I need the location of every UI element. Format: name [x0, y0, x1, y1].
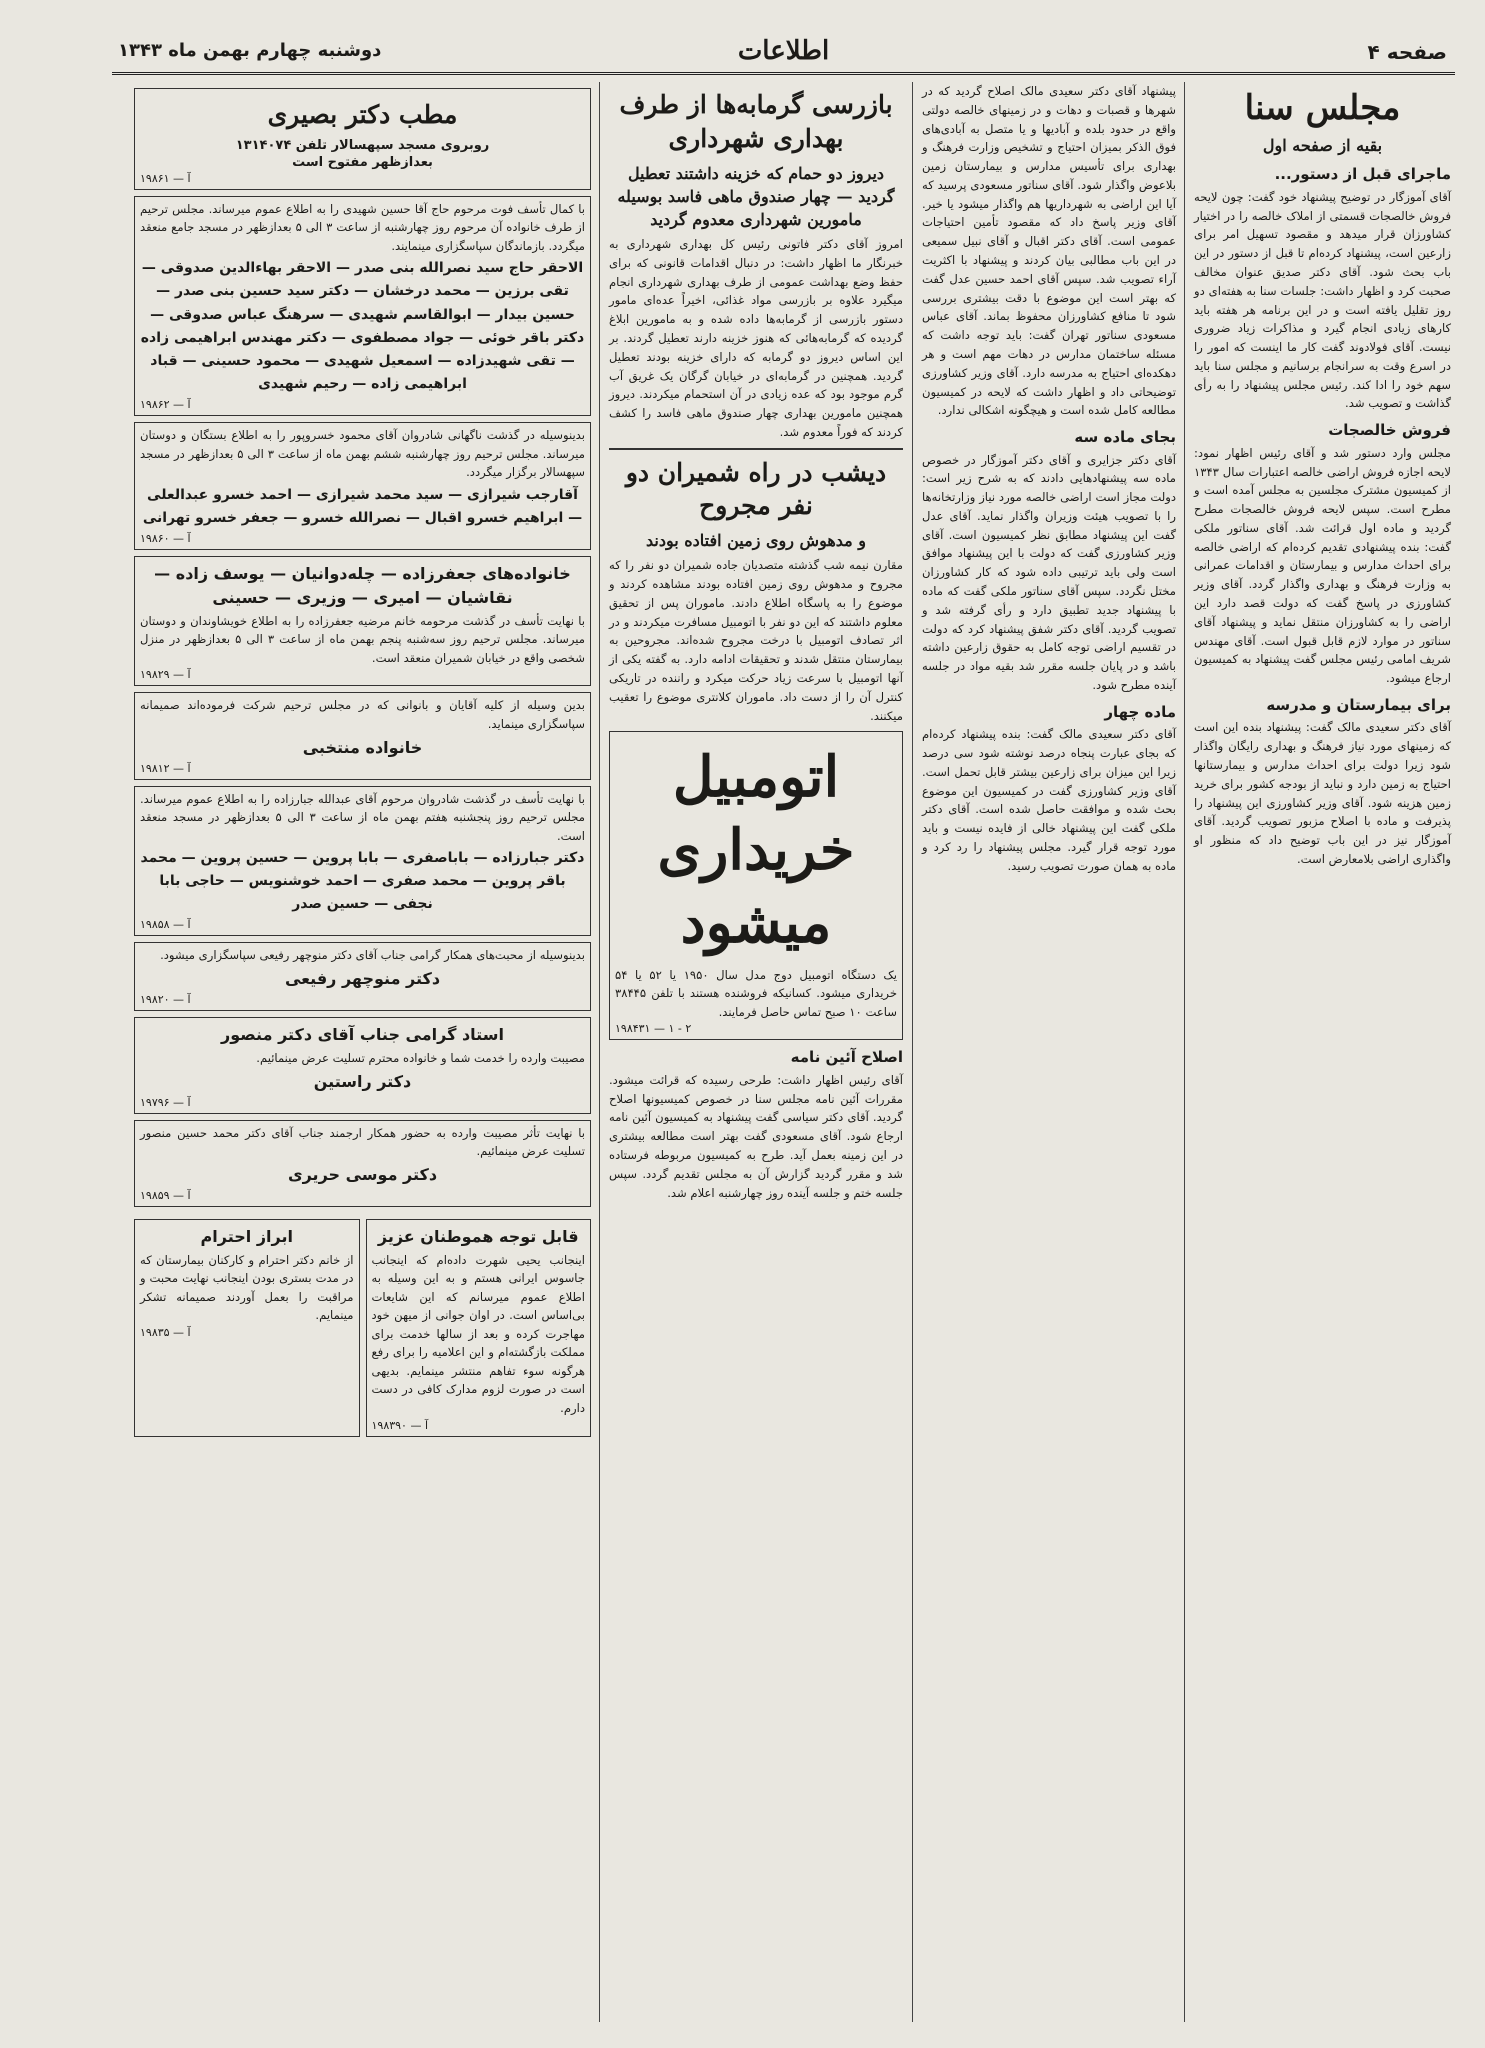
section-heading: اصلاح آئین نامه	[790, 1048, 903, 1067]
article-text: آقای آموزگار در توضیح پیشنهاد خود گفت: چون لایحه فروش خالصجات قسمتی از املاک خالصه را در اختیار کشاورزان قرار میدهد و مقصود تسهیل امر برای زارعین است، پیشنهاد کرده‌ام تا قبل از دستور در این باب بحث شود. آقای دکتر صدیق عنوان مخالف صحبت کرد و اظهار داشت: جلسات سنا به هفته‌ای دو روز تقلیل یافته است و در این برنامه هر هفته باید کارهای زیادی انجام گیرد و مذاکرات زیاد ضروری نیست. آقای فولادوند گفت کار ما اینست که امور را در اسرع وقت به سرانجام برسانیم و مجلس سنا باید سهم خود را ادا کند. رئیس مجلس پیشنهاد را به رأی گذاشت و تصویب شد.	[1194, 189, 1451, 411]
condolence-notice	[134, 556, 591, 687]
ad-text: یک دستگاه اتومبیل دوج مدل سال ۱۹۵۰ یا ۵۲ یا ۵۴ خریداری میشود. کسانیکه فروشنده هستند با تلفن ۳۸۴۴۵ ساعت ۱۰ صبح تماس حاصل فرمایند.	[615, 967, 897, 1019]
section-heading: ماجرای قبل از دستور...	[1274, 165, 1451, 184]
condolence-notice	[134, 422, 591, 550]
column-senate-continued	[918, 82, 1180, 2022]
article-text: مقارن نیمه شب گذشته متصدیان جاده شمیران دو نفر را که مجروح و مدهوش روی زمین افتاده بودند مشاهده کردند و موضوع را به پاسگاه اطلاع دادند. ماموران پس از تحقیق معلوم داشتند که این دو نفر با اتومبیل مسافرت میکردند و در اثر تصادف اتومبیل با درخت مجروح شده‌اند. مجروحین به بیمارستان منتقل شدند و تحقیقات ادامه دارد. به گفته یکی از آنها اتومبیل با سرعت زیاد حرکت میکرد و راننده در تاریکی کنترل آن را از دست داد. ماموران کلانتری موضوع را تعقیب میکنند.	[609, 558, 903, 723]
page-number: صفحه ۴	[1367, 40, 1447, 64]
notice-names: آقارجب شیرازی — سید محمد شیرازی — احمد خسرو عبدالعلی — ابراهیم خسرو اقبال — نصرالله خسرو — جعفر خسرو تهرانی	[142, 486, 583, 526]
notice-text: با کمال تأسف فوت مرحوم حاج آقا حسین شهیدی را به اطلاع عموم میرساند. مجلس ترحیم از طرف خانواده آن مرحوم روز چهارشنبه از ساعت ۳ الی ۵ بعدازظهر در مسجد جامع منعقد میگردد. بازماندگان سپاسگزاری مینمایند.	[140, 201, 585, 253]
issue-date: دوشنبه چهارم بهمن ماه ۱۳۴۳	[118, 40, 382, 61]
section-heading: برای بیمارستان و مدرسه	[1266, 695, 1451, 714]
article-subtitle: و مدهوش روی زمین افتاده بودند	[645, 531, 867, 551]
continuation-note: بقیه از صفحه اول	[1262, 136, 1383, 156]
article-subtitle: دیروز دو حمام که خزینه داشتند تعطیل گردید — چهار صندوق ماهی فاسد بوسیله مامورین شهرداری معدوم گردید	[617, 163, 895, 229]
ad-code: ۱۹۸۶۰ — آ	[140, 531, 191, 545]
condolence-notice	[134, 1017, 591, 1114]
clinic-ad	[134, 88, 591, 190]
column-divider	[912, 82, 913, 2022]
ad-code: ۱۹۸۵۸ — آ	[140, 918, 191, 932]
ad-code: ۱۹۸۳۹۰ — آ	[371, 1418, 429, 1432]
ad-code: ۱۹۸۱۲ — آ	[140, 761, 191, 775]
ad-code: ۱۹۸۲۹ — آ	[140, 668, 191, 682]
notice-names: الاحقر حاج سید نصرالله بنی صدر — الاحقر بهاءالدین صدوقی — تقی برزین — محمد درخشان — دکتر سید حسین بنی صدر — حسین بیدار — ابوالقاسم شهیدی — سرهنگ عباس صدوقی — دکتر باقر خوئی — جواد مصطفوی — دکتر مهندس ابراهیمی زاده — تقی شهیدزاده — اسمعیل شهیدی — محمود حسینی — قباد ابراهیمی زاده — رحیم شهیدی	[140, 260, 585, 392]
article-text: آقای دکتر جزایری و آقای دکتر آموزگار در خصوص ماده سه پیشنهادهایی دادند که به شرح زیر است: دولت مجاز است اراضی خالصه مورد نیاز وزارتخانه‌ها را با تصویب هیئت وزیران واگذار نماید. آقای عدل گفت این پیشنهاد مطابق نظر کمیسیون است. آقای وزیر کشاورزی گفت که دولت با این پیشنهاد موافق است ولی باید ترتیبی داده شود که کار کشاورزان مختل نگردد. سپس آقای سناتور ملکی گفت که ماده با پیشنهاد جدید تطبیق دارد و رأی گرفته شد و تصویب گردید. آقای دکتر شفق پیشنهاد کرد که دولت در تقسیم اراضی توجه کامل به حقوق زارعین داشته باشد و در پایان جلسه مقرر شد بقیه مواد در جلسه آینده مطرح شود.	[922, 452, 1176, 692]
notice-signature: دکتر موسی حریری	[287, 1164, 438, 1184]
notice-text: با نهایت تأسف در گذشت شادروان مرحوم آقای عبدالله جبارزاده را به اطلاع عموم میرساند. مجلس ترحیم روز پنجشنبه هفتم بهمن ماه از ساعت ۳ الی ۵ بعدازظهر در مسجد منعقد است.	[140, 791, 586, 843]
divider	[609, 448, 903, 450]
thanks-notice	[134, 692, 591, 779]
column-divider	[599, 82, 600, 2022]
bottom-notices	[134, 1213, 591, 1443]
ad-code: ۱۹۸۶۲ — آ	[140, 397, 191, 411]
condolence-notice	[134, 1120, 591, 1207]
notice-title: قابل توجه هموطنان عزیز	[377, 1226, 579, 1246]
notice-title: استاد گرامی جناب آقای دکتر منصور	[221, 1024, 504, 1044]
masthead	[112, 34, 1455, 75]
column-senate	[1190, 82, 1455, 2022]
notice-signature: خانواده منتخبی	[302, 737, 423, 757]
section-heading: بجای ماده سه	[1074, 428, 1176, 447]
notice-signature: دکتر منوچهر رفیعی	[284, 968, 441, 988]
notice-text: با نهایت تأسف در گذشت مرحومه خانم مرضیه جعفرزاده را به اطلاع خویشاوندان و دوستان میرساند. مجلس ترحیم روز سه‌شنبه پنجم بهمن ماه از ساعت ۳ الی ۵ بعدازظهر در منزل شخصی واقع در خیابان شمیران منعقد است.	[140, 613, 585, 665]
column-notices	[130, 82, 595, 2022]
notice-signature: دکتر راستین	[313, 1071, 412, 1091]
column-city-news	[605, 82, 907, 2022]
article-text: امروز آقای دکتر فاتونی رئیس کل بهداری شهرداری به خبرنگار ما اظهار داشت: در دنبال اقدامات قانونی که برای حفظ وضع بهداشت عمومی از طرف بهداری شهرداری انجام میگیرد علاوه بر بازرسی مواد غذائی، اخیراً عده‌ای مامور دستور بازرسی از گرمابه‌ها داده شده و به مامورین ابلاغ گردیده که گرمابه‌هائی که هنوز خزینه دارند تعطیل گردند. بر این اساس دیروز دو گرمابه که دارای خزینه بودند تعطیل گردید. همچنین در گرمابه‌ای در خیابان گرگان یک غریق آب گرم موجود بود که عده زیادی در آن استحمام میکردند. دیروز همچنین مامورین بهداری چهار صندوق ماهی فاسد را کشف کردند که فوراً معدوم شد.	[609, 237, 903, 439]
article-text: آقای دکتر سعیدی مالک گفت: بنده پیشنهاد کرده‌ام که بجای عبارت پنجاه درصد نوشته شود سی درصد زیرا این میزان برای زارعین بیشتر قابل تحمل است. آقای وزیر کشاورزی گفت در کمیسیون این موضوع بحث شده و موافقت حاصل شده است. آقای دکتر ملکی گفت این پیشنهاد خالی از فایده نیست و باید مورد توجه قرار گیرد. مجلس پیشنهاد را رد کرد و ماده به همان صورت تصویب رسید.	[922, 727, 1176, 873]
article-title: مجلس سنا	[1244, 88, 1401, 128]
notice-names: دکتر جبارزاده — باباصفری — بابا پروین — حسین پروین — محمد باقر پروین — محمد صفری — احمد خوشنویس — حاجی بابا نجفی — حسین صدر	[140, 850, 585, 913]
ad-code: ۱۹۸۵۹ — آ	[140, 1188, 191, 1202]
ad-code: ۱۹۸۲۰ — آ	[140, 992, 191, 1006]
article-text: آقای دکتر سعیدی مالک گفت: پیشنهاد بنده این است که زمینهای مورد نیاز فرهنگ و بهداری رایگان واگذار شود زیرا دولت برای احداث مدارس و بیمارستانها احتیاج به زمین دارد و نباید از بودجه کشور برای خرید زمین هزینه شود. آقای وزیر کشاورزی این پیشنهاد را پذیرفت و ماده با اصلاح مزبور تصویب گردید. آقای آموزگار نیز در این باب توضیح داد که منظور او واگذاری اراضی بلامعارض است.	[1194, 720, 1451, 866]
article-title: بازرسی گرمابه‌ها از طرف بهداری شهرداری	[619, 90, 893, 153]
article-text: مجلس وارد دستور شد و آقای رئیس اظهار نمود: لایحه اجازه فروش اراضی خالصه اعتبارات سال ۱۳۴۳ از کمیسیون مشترک مجلسین به مجلس آمده است و مطرح است. سپس لایحه فروش خالصجات مطرح گردید و ماده اول قرائت شد. آقای سناتور ملکی گفت: بنده پیشنهادی تقدیم کرده‌ام که اراضی خالصه برای احداث مدارس و بیمارستان و اقدامات عمرانی به وزارت فرهنگ و بهداری واگذار گردد. آقای وزیر کشاورزی در پاسخ گفت که دولت قصد دارد این اراضی را به کشاورزان منتقل نماید و پیشنهاد آقای سناتور در موارد لازم قابل قبول است. آقای مهندس شریف امامی رئیس مجلس گفت پیشنهاد به کمیسیون ارجاع میشود.	[1194, 445, 1451, 686]
column-divider	[1184, 82, 1185, 2022]
notice-text: اینجانب یحیی شهرت داده‌ام که اینجانب جاسوس ایرانی هستم و به این وسیله به اطلاع عموم میرسانم که این شایعات بی‌اساس است. در اوان جوانی از میهن خود مهاجرت کرده و بعد از سالها خدمت برای مملکت بازگشته‌ام و این اعلامیه را برای رفع هرگونه سوء تفاهم منتشر مینمایم. بدیهی است در صورت لزوم مدارک کافی در دست دارم.	[371, 1252, 585, 1415]
article-text: آقای رئیس اظهار داشت: طرحی رسیده که قرائت میشود. مقررات آئین نامه مجلس سنا در خصوص کمیسیونها اصلاح گردید. آقای دکتر سیاسی گفت پیشنهاد به کمیسیون آئین نامه ارجاع شود. آقای مسعودی گفت بهتر است مطالعه بیشتری در این زمینه بعمل آید. طرح به کمیسیون مربوطه فرستاده شد و مقرر گردید گزارش آن به مجلس تقدیم گردد. سپس جلسه ختم و جلسه آینده روز چهارشنبه اعلام شد.	[609, 1072, 903, 1200]
ad-hours: بعدازظهر مفتوح است	[292, 154, 433, 170]
notice-title: ابراز احترام	[200, 1226, 293, 1246]
notice-text: بدینوسیله از محبت‌های همکار گرامی جناب آقای دکتر منوچهر رفیعی سپاسگزاری میشود.	[160, 948, 585, 963]
paper-name: اطلاعات	[737, 36, 830, 66]
notice-text: بدینوسیله در گذشت ناگهانی شادروان آقای محمود خسروپور را به اطلاع بستگان و دوستان میرساند. مجلس ترحیم روز چهارشنبه ششم بهمن ماه از ساعت ۳ الی ۵ بعدازظهر در مسجد سپهسالار برگزار میگردد.	[140, 427, 585, 480]
article-title: دیشب در راه شمیران دو نفر مجروح	[625, 457, 887, 521]
condolence-notice	[134, 196, 591, 416]
notice-text: بدین وسیله از کلیه آقایان و بانوانی که در مجلس ترحیم شرکت فرموده‌اند صمیمانه سپاسگزاری مینماید.	[140, 698, 585, 731]
notice-text: از خانم دکتر احترام و کارکنان بیمارستان که در مدت بستری بودن اینجانب نهایت محبت و مراقبت را بعمل آوردند صمیمانه تشکر مینمایم.	[140, 1252, 354, 1323]
notice-families: خانواده‌های جعفرزاده — چله‌دوانیان — یوسف زاده — نقاشیان — امیری — وزیری — حسینی	[154, 563, 571, 607]
thanks-notice	[134, 942, 591, 1011]
condolence-notice	[134, 786, 591, 937]
notice-text: مصیبت وارده را خدمت شما و خانواده محترم تسلیت عرض مینمائیم.	[256, 1050, 585, 1065]
ad-code: ۱۹۸۶۱ — آ	[140, 171, 191, 185]
ad-code: ۱۹۸۳۵ — آ	[140, 1325, 191, 1339]
gratitude-notice	[134, 1219, 360, 1437]
section-heading: فروش خالصجات	[1328, 421, 1451, 440]
ad-code: ۱۹۷۹۶ — آ	[140, 1095, 191, 1109]
ad-address: روبروی مسجد سپهسالار تلفن ۱۳۱۴۰۷۴	[235, 137, 490, 153]
public-notice	[366, 1219, 592, 1437]
section-heading: ماده چهار	[1104, 702, 1176, 721]
ad-headline: اتومبیل خریداری میشود	[657, 744, 855, 956]
article-text: پیشنهاد آقای دکتر سعیدی مالک اصلاح گردید که در شهرها و قصبات و دهات و در زمینهای خالصه دولتی واقع در حدود بلده و آبادیها و یا متصل به آبادی‌های فوق الذکر بمیزان احتیاج و تشخیص وزارت فرهنگ و بهداری برای تأسیس مدارس و بیمارستان زمین بلاعوض واگذار شود. آقای سناتور مسعودی پرسید که آیا این اراضی به شهرداریها هم واگذار میشود یا خیر. آقای وزیر پاسخ داد که مقصود تأمین احتیاجات عمومی است. آقای دکتر اقبال و آقای نبیل سمیعی در این باب مطالبی بیان کردند و پیشنهاد با اکثریت آراء تصویب شد. سپس آقای احمد حسین عدل گفت که بهتر است این موضوع با دقت بیشتری بررسی شود تا منافع کشاورزان محفوظ بماند. آقای عباس مسعودی سناتور تهران گفت: باید توجه داشت که مسئله ساختمان مدارس در دهات مهم است و هر دهکده‌ای احتیاج به مدرسه دارد. آقای وزیر کشاورزی توضیحاتی داد و اظهار داشت که لایحه در کمیسیون مطالعه کامل شده است و هیچگونه اشکالی ندارد.	[922, 84, 1176, 418]
notice-text: با نهایت تأثر مصیبت وارده به حضور همکار ارجمند جناب آقای دکتر محمد حسین منصور تسلیت عرض مینمائیم.	[140, 1125, 585, 1159]
ad-title: مطب دکتر بصیری	[267, 100, 458, 129]
car-ad	[609, 731, 903, 1040]
ad-code: ۱۹۸۴۳۱ — ۱ - ۲	[615, 1022, 692, 1036]
